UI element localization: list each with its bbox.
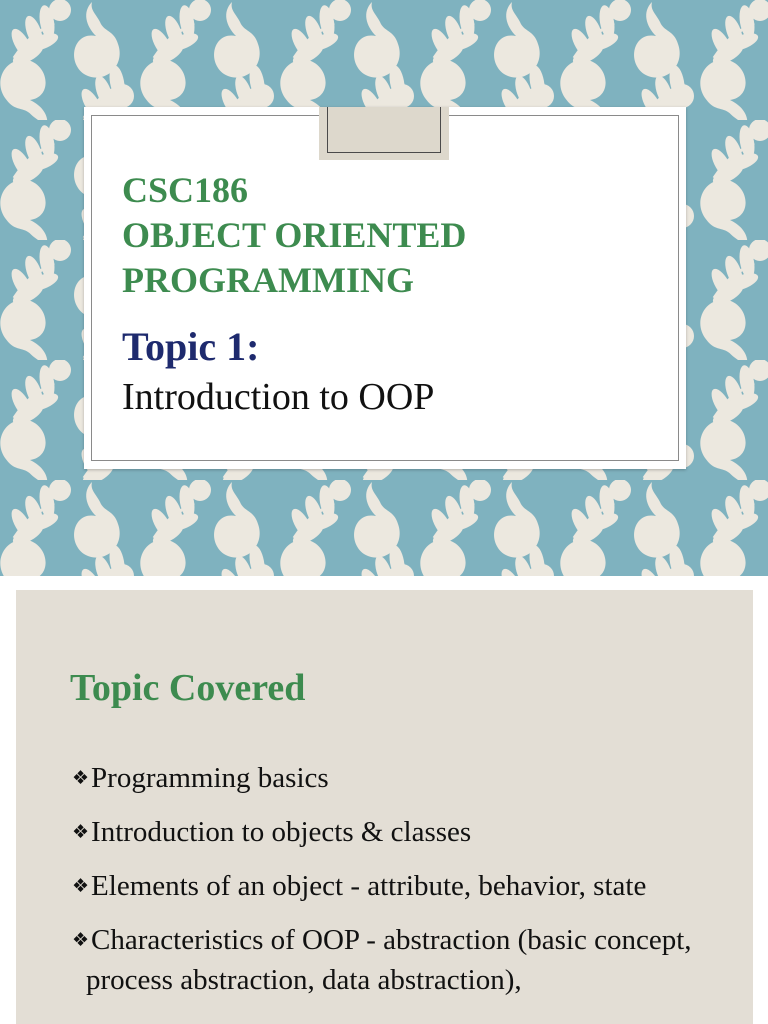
diamond-bullet-icon: ❖ [72, 767, 90, 789]
topics-list [72, 758, 722, 1014]
list-item-text: Characteristics of OOP - abstraction (basic concept, process abstraction, data abstraction), [86, 924, 692, 996]
topics-slide [16, 590, 753, 1024]
list-item [72, 866, 722, 906]
diamond-bullet-icon: ❖ [72, 875, 90, 897]
list-item [72, 812, 722, 852]
course-code: CSC186 [122, 170, 249, 210]
list-item-text: Elements of an object - attribute, behavior, state [91, 870, 647, 902]
diamond-bullet-icon: ❖ [72, 821, 90, 843]
list-item-text: Programming basics [91, 762, 329, 794]
topic-name: Introduction to OOP [122, 376, 435, 418]
topic-label: Topic 1: [122, 324, 260, 369]
list-item [72, 758, 722, 798]
title-card-tab-frame [327, 107, 441, 153]
course-name-line-2: PROGRAMMING [122, 260, 414, 300]
list-item [72, 920, 722, 1000]
title-card-tab [319, 107, 449, 160]
course-title [122, 168, 642, 303]
course-name-line-1: OBJECT ORIENTED [122, 215, 467, 255]
diamond-bullet-icon: ❖ [72, 929, 90, 951]
topics-heading: Topic Covered [70, 667, 306, 709]
list-item-text: Introduction to objects & classes [91, 816, 472, 848]
